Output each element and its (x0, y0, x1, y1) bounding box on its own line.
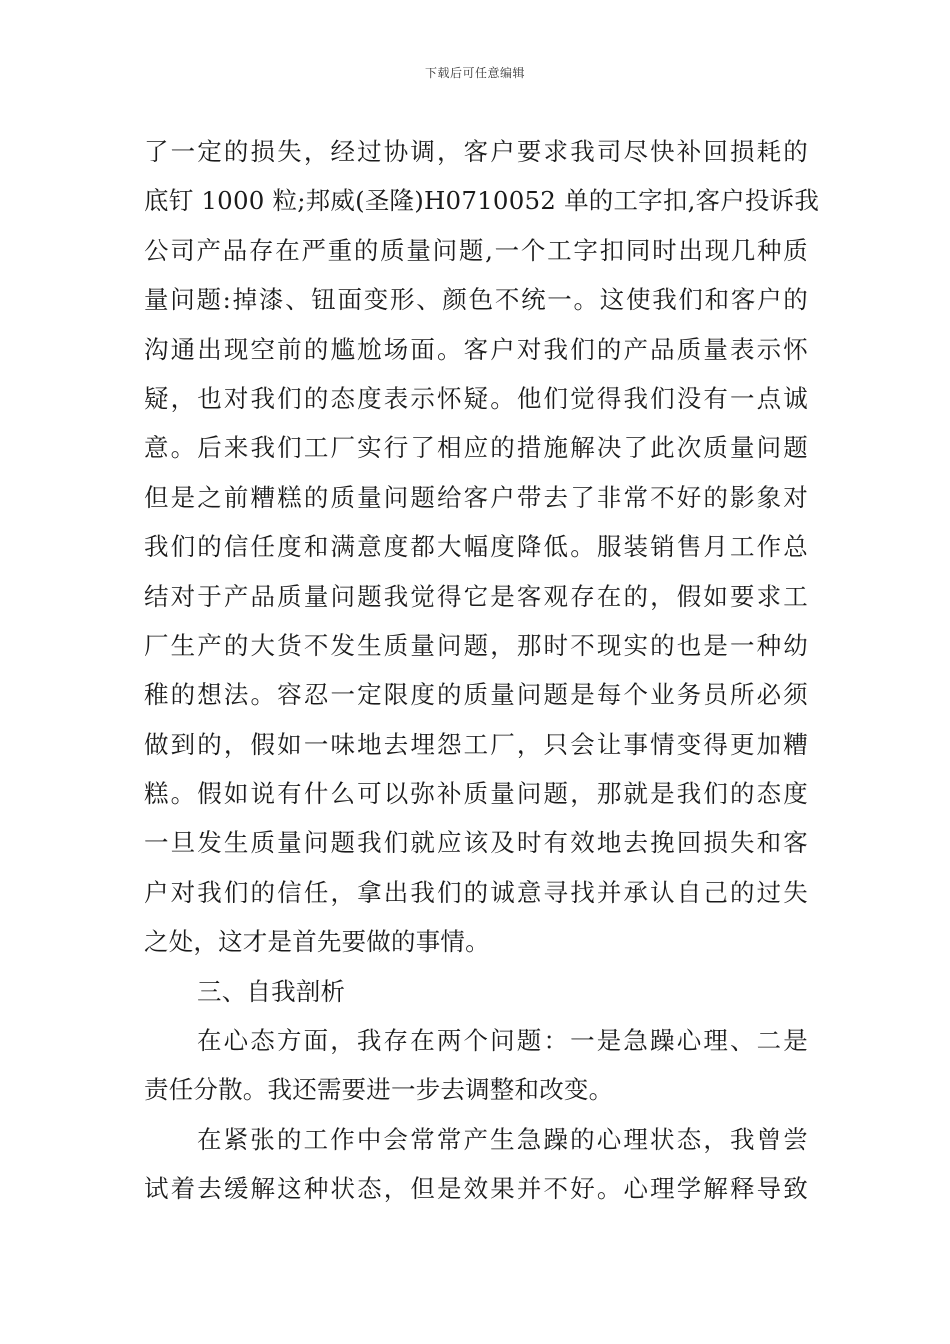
text-line: 在紧张的工作中会常常产生急躁的心理状态，我曾尝 (197, 1124, 808, 1154)
text-line: 试着去缓解这种状态，但是效果并不好。心理学解释导致 (144, 1174, 808, 1204)
text-line: 疑，也对我们的态度表示怀疑。他们觉得我们没有一点诚 (144, 383, 808, 413)
text-line: 底钉 1000 粒;邦威(圣隆)H0710052 单的工字扣,客户投诉我 (144, 186, 820, 216)
text-line: 厂生产的大货不发生质量问题，那时不现实的也是一种幼 (144, 630, 808, 660)
document-body (144, 127, 820, 1214)
text-line: 沟通出现空前的尴尬场面。客户对我们的产品质量表示怀 (144, 334, 808, 364)
text-line: 量问题:掉漆、钮面变形、颜色不统一。这使我们和客户的 (144, 285, 808, 315)
text-line: 结对于产品质量问题我觉得它是客观存在的，假如要求工 (144, 581, 808, 611)
text-line: 公司产品存在严重的质量问题,一个工字扣同时出现几种质 (144, 235, 808, 265)
section-heading: 三、自我剖析 (197, 976, 346, 1006)
text-line: 一旦发生质量问题我们就应该及时有效地去挽回损失和客 (144, 828, 808, 858)
text-line: 但是之前糟糕的质量问题给客户带去了非常不好的影象对 (144, 482, 808, 512)
text-line: 之处，这才是首先要做的事情。 (144, 927, 490, 957)
text-line: 在心态方面，我存在两个问题：一是急躁心理、二是 (197, 1026, 808, 1056)
text-line: 了一定的损失，经过协调，客户要求我司尽快补回损耗的 (144, 137, 808, 166)
text-line: 我们的信任度和满意度都大幅度降低。服装销售月工作总 (144, 532, 808, 562)
text-line: 稚的想法。容忍一定限度的质量问题是每个业务员所必须 (144, 680, 808, 710)
text-line: 意。后来我们工厂实行了相应的措施解决了此次质量问题 (144, 433, 808, 463)
text-line: 糕。假如说有什么可以弥补质量问题，那就是我们的态度 (144, 779, 808, 809)
page-header: 下载后可任意编辑 (424, 66, 525, 80)
text-line: 户对我们的信任，拿出我们的诚意寻找并承认自己的过失 (144, 877, 808, 907)
text-line: 责任分散。我还需要进一步去调整和改变。 (144, 1075, 614, 1105)
text-line: 做到的，假如一味地去埋怨工厂，只会让事情变得更加糟 (144, 729, 808, 759)
